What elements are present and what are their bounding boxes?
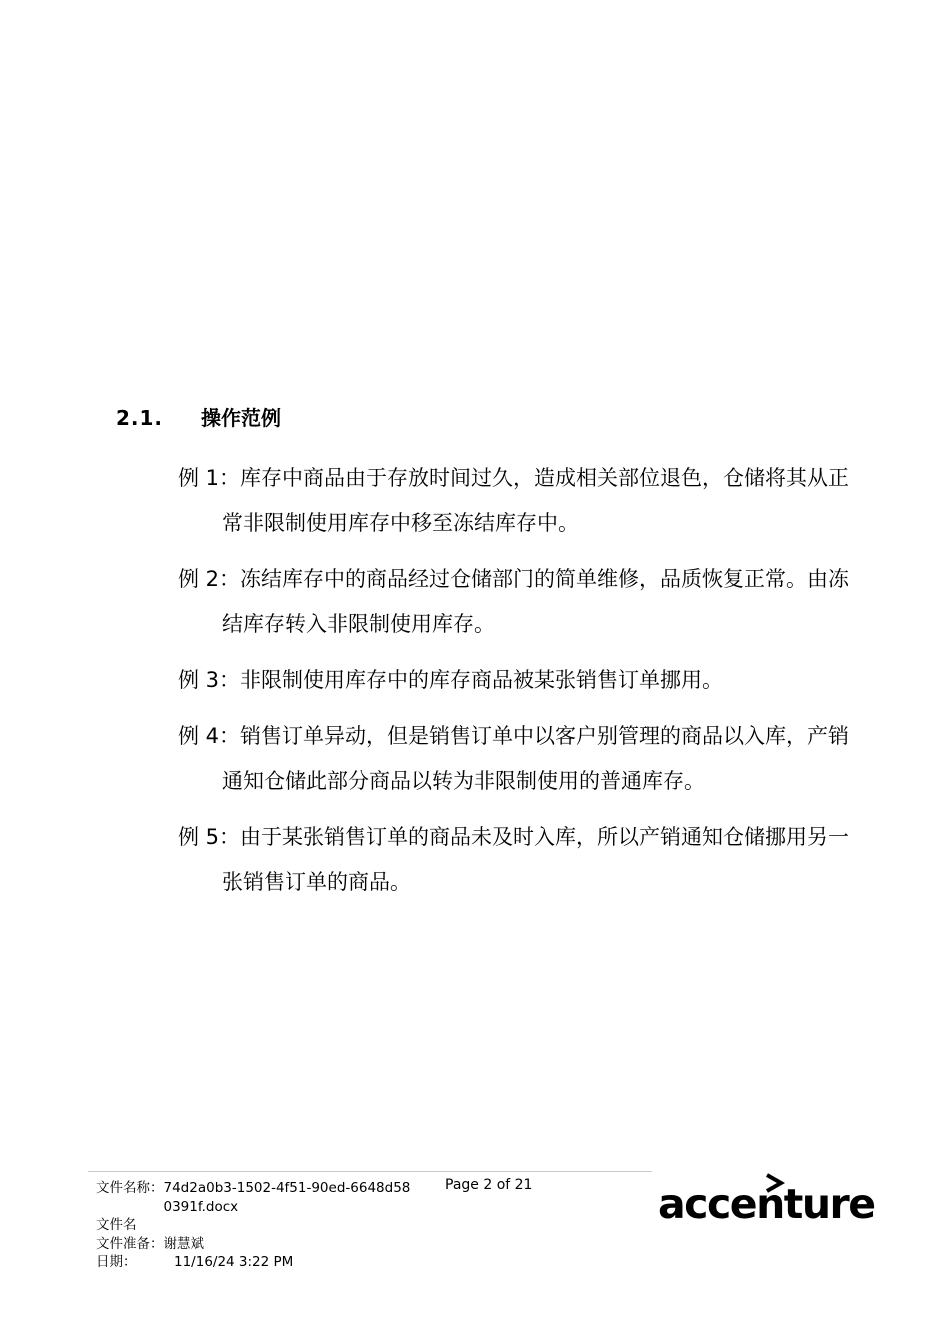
footer-prepared-by-row	[96, 1235, 416, 1254]
footer-file-name-value: 74d2a0b3-1502-4f51-90ed-6648d580391f.docx	[163, 1180, 411, 1215]
footer-file-name-label: 文件名称：	[96, 1180, 164, 1196]
footer-date-value: 11/16/24 3:22 PM	[174, 1254, 294, 1270]
footer-file-name-row	[96, 1179, 416, 1216]
footer-page-number: Page 2 of 21	[445, 1177, 533, 1193]
footer-file-name-line2: 文件名	[96, 1217, 137, 1233]
footer-prepared-by-label: 文件准备：	[96, 1235, 164, 1252]
example-paragraph: 例 3：非限制使用库存中的库存商品被某张销售订单挪用。	[178, 668, 724, 692]
footer-divider	[88, 1171, 745, 1172]
section-title: 操作范例	[201, 406, 281, 430]
example-paragraph: 例 2：冻结库存中的商品经过仓储部门的简单维修，品质恢复正常。由冻结库存转入非限制使用库存。	[178, 567, 850, 636]
footer-document-info	[96, 1179, 416, 1272]
section-heading	[116, 402, 281, 431]
footer-date-row	[96, 1253, 416, 1272]
accenture-logo	[652, 1168, 875, 1234]
accenture-logo-text: accenture	[658, 1180, 875, 1228]
example-paragraph: 例 4：销售订单异动，但是销售订单中以客户别管理的商品以入库，产销通知仓储此部分商品以转为非限制使用的普通库存。	[178, 724, 850, 793]
example-paragraph: 例 1：库存中商品由于存放时间过久，造成相关部位退色，仓储将其从正常非限制使用库存中移至冻结库存中。	[178, 466, 850, 535]
section-number: 2.1.	[116, 406, 164, 430]
footer-date-label: 日期：	[96, 1254, 137, 1270]
footer-prepared-by-value: 谢慧斌	[163, 1235, 204, 1252]
example-paragraph: 例 5：由于某张销售订单的商品未及时入库，所以产销通知仓储挪用另一张销售订单的商品。	[178, 825, 850, 894]
example-list	[178, 456, 858, 916]
